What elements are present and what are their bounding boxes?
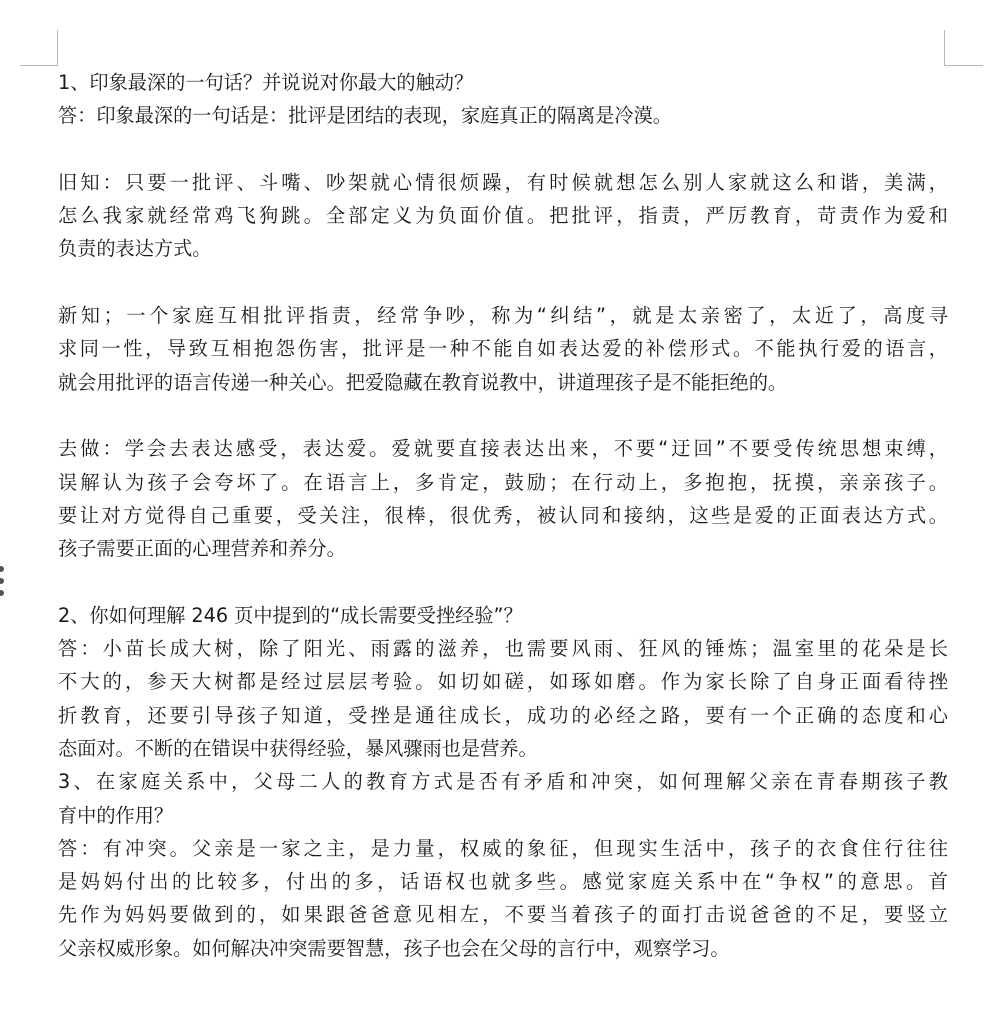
handle-dot bbox=[0, 590, 4, 596]
paragraph-line: 求同一性，导致互相抱怨伤害，批评是一种不能自如表达爱的补偿形式。不能执行爱的语言， bbox=[58, 337, 948, 361]
question-2-block bbox=[58, 599, 948, 765]
paragraph-line: 要让对方觉得自己重要，受关注，很棒，很优秀，被认同和接纳，这些是爱的正面表达方式。 bbox=[58, 503, 948, 527]
paragraph-spacer bbox=[58, 133, 948, 166]
paragraph-line: 孩子需要正面的心理营养和养分。 bbox=[58, 537, 346, 561]
question-3-line: 育中的作用？ bbox=[58, 803, 174, 827]
answer-2-line: 答：小苗长成大树，除了阳光、雨露的滋养，也需要风雨、狂风的锤炼；温室里的花朵是长 bbox=[58, 637, 948, 661]
paragraph-line: 去做：学会去表达感受，表达爱。爱就要直接表达出来，不要“迂回”不要受传统思想束缚， bbox=[58, 437, 948, 461]
paragraph-spacer bbox=[58, 266, 948, 299]
page-corner-mark-top-left bbox=[20, 30, 58, 66]
paragraph-line: 怎么我家就经常鸡飞狗跳。全部定义为负面价值。把批评，指责，严厉教育，苛责作为爱和 bbox=[58, 204, 948, 228]
document-body bbox=[58, 66, 948, 965]
question-3-line: 3、在家庭关系中，父母二人的教育方式是否有矛盾和冲突，如何理解父亲在青春期孩子教 bbox=[58, 770, 948, 794]
page-corner-mark-top-right bbox=[944, 30, 983, 66]
paragraph-line: 新知；一个家庭互相批评指责，经常争吵，称为“纠结”，就是太亲密了，太近了，高度寻 bbox=[58, 304, 948, 328]
question-2-text: 2、你如何理解 246 页中提到的“成长需要受挫经验”？ bbox=[58, 603, 523, 627]
handle-dot bbox=[0, 566, 4, 572]
answer-2-line: 折教育，还要引导孩子知道，受挫是通往成长，成功的必经之路，要有一个正确的态度和心 bbox=[58, 703, 948, 727]
answer-2-line: 态面对。不断的在错误中获得经验，暴风骤雨也是营养。 bbox=[58, 736, 538, 760]
paragraph-line: 误解认为孩子会夸坏了。在语言上，多肯定，鼓励；在行动上，多抱抱，抚摸，亲亲孩子。 bbox=[58, 470, 948, 494]
paragraph-spacer bbox=[58, 565, 948, 598]
answer-1-text: 答：印象最深的一句话是：批评是团结的表现，家庭真正的隔离是冷漠。 bbox=[58, 104, 672, 128]
paragraph-line: 负责的表达方式。 bbox=[58, 237, 212, 261]
answer-3-line: 先作为妈妈要做到的，如果跟爸爸意见相左，不要当着孩子的面打击说爸爸的不足，要竖立 bbox=[58, 903, 948, 927]
new-knowledge-paragraph bbox=[58, 299, 948, 399]
old-knowledge-paragraph bbox=[58, 166, 948, 266]
drag-handle-icon[interactable] bbox=[0, 566, 5, 596]
paragraph-line: 旧知：只要一批评、斗嘴、吵架就心情很烦躁，有时候就想怎么别人家就这么和谐，美满， bbox=[58, 170, 948, 194]
question-1-text: 1、印象最深的一句话？并说说对你最大的触动？ bbox=[58, 71, 474, 94]
paragraph-spacer bbox=[58, 399, 948, 432]
question-1-block bbox=[58, 66, 948, 133]
handle-dot bbox=[0, 578, 4, 584]
question-3-block bbox=[58, 765, 948, 965]
answer-2-line: 不大的，参天大树都是经过层层考验。如切如磋，如琢如磨。作为家长除了自身正面看待挫 bbox=[58, 670, 948, 694]
answer-3-line: 是妈妈付出的比较多，付出的多，话语权也就多些。感觉家庭关系中在“争权”的意思。首 bbox=[58, 870, 948, 894]
paragraph-line: 就会用批评的语言传递一种关心。把爱隐藏在教育说教中，讲道理孩子是不能拒绝的。 bbox=[58, 370, 788, 394]
answer-3-line: 父亲权威形象。如何解决冲突需要智慧，孩子也会在父母的言行中，观察学习。 bbox=[58, 936, 730, 960]
action-paragraph bbox=[58, 432, 948, 565]
answer-3-line: 答：有冲突。父亲是一家之主，是力量，权威的象征，但现实生活中，孩子的衣食住行往往 bbox=[58, 836, 948, 860]
